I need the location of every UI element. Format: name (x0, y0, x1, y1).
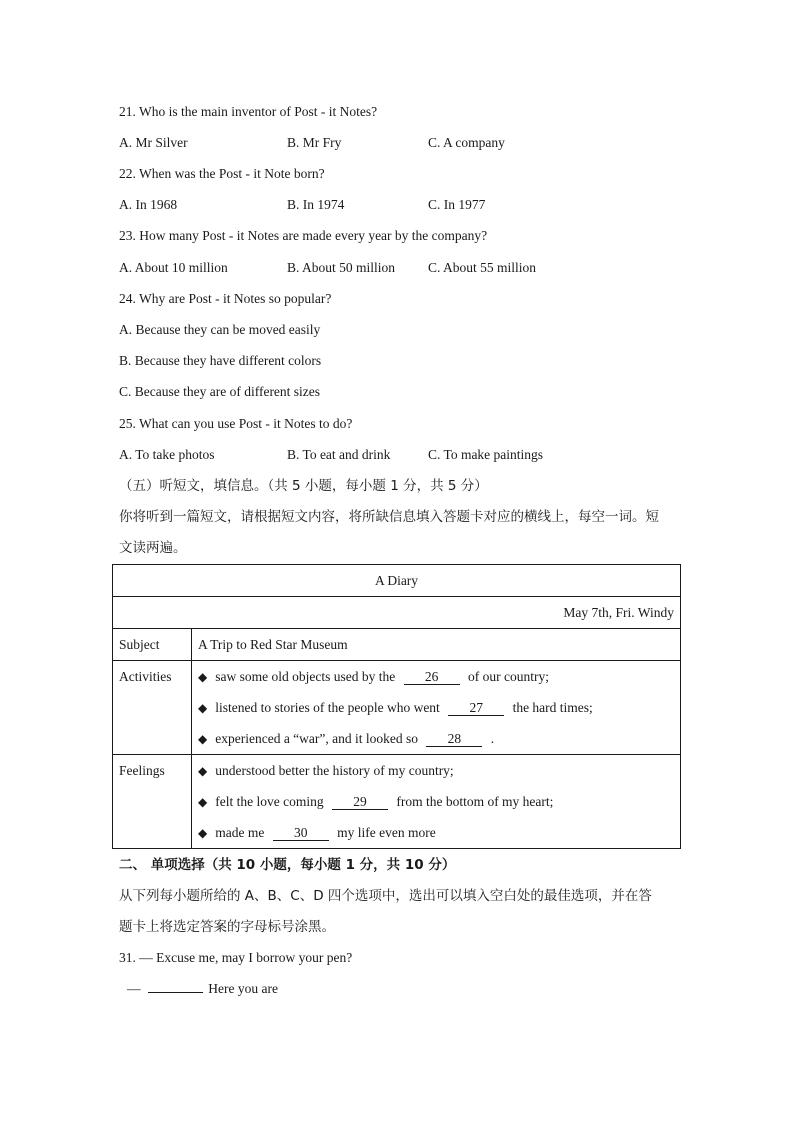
question-25-option-a: A. To take photos (119, 447, 215, 462)
section-2-heading: 二、 单项选择（共 10 小题，每小题 1 分，共 10 分） (119, 857, 456, 873)
question-21-stem: 21. Who is the main inventor of Post - it Notes? (119, 104, 378, 119)
question-23-stem: 23. How many Post - it Notes are made every year by the company? (119, 228, 488, 243)
feeling-text-before: made me (215, 825, 265, 840)
diary-date: May 7th, Fri. Windy (113, 597, 681, 629)
subject-value: A Trip to Red Star Museum (192, 629, 681, 661)
diamond-bullet-icon: ◆ (198, 795, 208, 809)
subject-label: Subject (113, 629, 192, 661)
feeling-text-after: my life even more (337, 825, 436, 840)
question-24-option-a: A. Because they can be moved easily (119, 322, 321, 337)
feeling-item (198, 755, 674, 786)
question-23-option-a: A. About 10 million (119, 260, 228, 275)
diamond-bullet-icon: ◆ (198, 764, 208, 778)
activity-item (198, 661, 674, 692)
question-21-option-c: C. A company (428, 135, 505, 150)
section-5-heading: （五）听短文，填信息。（共 5 小题，每小题 1 分，共 5 分） (119, 478, 488, 494)
question-22-option-a: A. In 1968 (119, 197, 178, 212)
question-21-option-a: A. Mr Silver (119, 135, 188, 150)
blank-27[interactable]: 27 (448, 700, 504, 716)
diary-date-row (113, 597, 681, 629)
feeling-item (198, 786, 674, 817)
activities-list (192, 661, 681, 755)
activity-text-after: of our country; (467, 669, 549, 684)
activity-text-before: listened to stories of the people who went (215, 700, 440, 715)
activity-text-after: the hard times; (512, 700, 593, 715)
question-24-stem: 24. Why are Post - it Notes so popular? (119, 291, 332, 306)
question-24-option-b: B. Because they have different colors (119, 353, 322, 368)
question-25-stem: 25. What can you use Post - it Notes to do? (119, 416, 353, 431)
section-5-instruction-line-2: 文读两遍。 (119, 540, 187, 556)
question-25-option-b: B. To eat and drink (287, 447, 391, 462)
activity-item (198, 692, 674, 723)
question-24-option-c: C. Because they are of different sizes (119, 384, 321, 399)
section-5-instruction-line-1: 你将听到一篇短文，请根据短文内容，将所缺信息填入答题卡对应的横线上，每空一词。短 (119, 509, 659, 525)
feeling-text-before: felt the love coming (215, 794, 324, 809)
question-31-reply (127, 980, 278, 998)
diary-feelings-row (113, 755, 681, 849)
section-2-instruction-line-1: 从下列每小题所给的 A、B、C、D 四个选项中，选出可以填入空白处的最佳选项，并在答 (119, 888, 652, 904)
question-23-option-b: B. About 50 million (287, 260, 396, 275)
activity-text-after: . (490, 731, 495, 746)
diary-table (112, 564, 681, 849)
reply-text: Here you are (208, 981, 278, 996)
question-25-option-c: C. To make paintings (428, 447, 544, 462)
activity-text-before: saw some old objects used by the (215, 669, 396, 684)
section-2-instruction-line-2: 题卡上将选定答案的字母标号涂黑。 (119, 919, 335, 935)
reply-dash: — (127, 981, 141, 996)
diamond-bullet-icon: ◆ (198, 826, 208, 840)
activity-text-before: experienced a “war”, and it looked so (215, 731, 419, 746)
feeling-text-after: from the bottom of my heart; (396, 794, 554, 809)
question-22-option-b: B. In 1974 (287, 197, 345, 212)
activities-label: Activities (113, 661, 192, 755)
blank-31[interactable] (148, 992, 203, 993)
feelings-list (192, 755, 681, 849)
blank-30[interactable]: 30 (273, 825, 329, 841)
question-22-stem: 22. When was the Post - it Note born? (119, 166, 325, 181)
feeling-text: understood better the history of my country; (215, 763, 454, 778)
question-23-option-c: C. About 55 million (428, 260, 537, 275)
question-21-option-b: B. Mr Fry (287, 135, 342, 150)
blank-26[interactable]: 26 (404, 669, 460, 685)
blank-29[interactable]: 29 (332, 794, 388, 810)
diamond-bullet-icon: ◆ (198, 670, 208, 684)
diamond-bullet-icon: ◆ (198, 701, 208, 715)
activity-item (198, 723, 674, 754)
question-31-stem: 31. — Excuse me, may I borrow your pen? (119, 950, 353, 965)
diary-title: A Diary (113, 565, 681, 597)
diary-activities-row (113, 661, 681, 755)
blank-28[interactable]: 28 (426, 731, 482, 747)
feelings-label: Feelings (113, 755, 192, 849)
diary-subject-row (113, 629, 681, 661)
diary-title-row (113, 565, 681, 597)
diamond-bullet-icon: ◆ (198, 732, 208, 746)
feeling-item (198, 817, 674, 848)
question-22-option-c: C. In 1977 (428, 197, 486, 212)
